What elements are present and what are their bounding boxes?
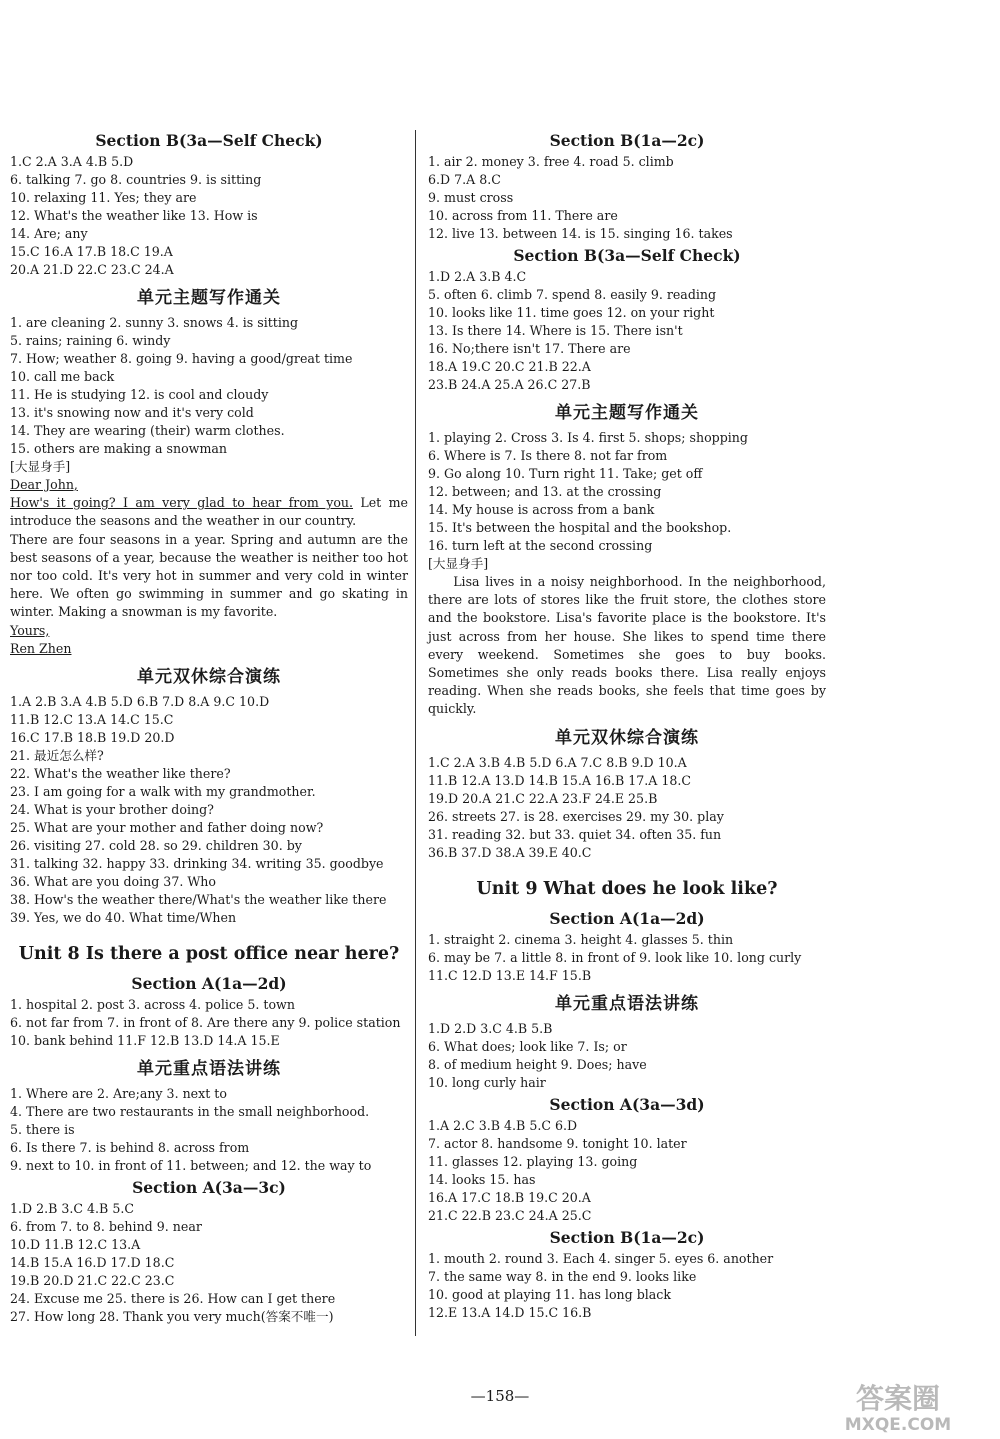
answer-line: 10. long curly hair	[428, 1074, 546, 1090]
letter-essay	[10, 476, 408, 658]
answer-section	[428, 1094, 826, 1225]
answer-section	[428, 400, 826, 573]
section-heading: Section A(3a—3d)	[549, 1094, 705, 1114]
answer-line: 13. Is there 14. Where is 15. There isn't	[428, 323, 683, 338]
answer-line: [大显身手]	[428, 556, 489, 571]
essay-body: Lisa lives in a noisy neighborhood. In the neighborhood, there are lots of stores like the fruit store, the clothes store and the bookstore. Lisa's favorite place is the bookstore. It's just across from her house. She likes to spend time there every weekend. Sometimes she goes to buy books. Sometimes she only reads books there. Lisa really enjoys reading. When she reads books, she feels that time goes by quickly.	[428, 574, 826, 717]
column-divider	[415, 130, 416, 1336]
section-heading: 单元双休综合演练	[137, 667, 281, 688]
answer-line: 10. looks like 11. time goes 12. on your right	[428, 305, 715, 320]
answer-line: 1.A 2.B 3.A 4.B 5.D 6.B 7.D 8.A 9.C 10.D	[10, 694, 270, 710]
answer-section	[428, 1227, 826, 1322]
answer-line: 21.C 22.B 23.C 24.A 25.C	[428, 1207, 592, 1223]
right-bottom-sections	[428, 725, 826, 1322]
left-column	[10, 128, 408, 1326]
answer-line: 24. What is your brother doing?	[10, 802, 214, 818]
page-number: —158—	[470, 1387, 530, 1405]
watermark-bottom-text: MXQE.COM	[844, 1415, 952, 1434]
answer-line: 31. reading 32. but 33. quiet 34. often 35. fun	[428, 826, 722, 842]
answer-line: 13. it's snowing now and it's very cold	[10, 405, 254, 420]
answer-line: 10.D 11.B 12.C 13.A	[10, 1237, 141, 1253]
answer-line: 9. next to 10. in front of 11. between; and 12. the way to	[10, 1158, 372, 1174]
letter-opening-rest: Let me introduce the seasons and the weather in our country.	[10, 495, 408, 529]
answer-line: 11.C 12.D 13.E 14.F 15.B	[428, 967, 592, 983]
answer-line: 16. turn left at the second crossing	[428, 538, 653, 553]
answer-line: 14. Are; any	[10, 226, 88, 241]
answer-line: 6. not far from 7. in front of 8. Are there any 9. police station	[10, 1015, 401, 1031]
answer-line: [大显身手]	[10, 459, 71, 474]
answer-section	[428, 991, 826, 1092]
answer-section	[10, 1177, 408, 1326]
answer-section	[10, 664, 408, 927]
answer-section	[10, 1056, 408, 1175]
right-top-sections	[428, 130, 826, 573]
section-heading: Section B(3a—Self Check)	[513, 246, 741, 265]
section-heading: 单元重点语法讲练	[555, 993, 699, 1014]
answer-line: 1. Where are 2. Are;any 3. next to	[10, 1086, 227, 1102]
answer-line: 14. They are wearing (their) warm clothes.	[10, 423, 285, 438]
answer-line: 24. Excuse me 25. there is 26. How can I get there	[10, 1291, 336, 1307]
answer-line: 16.A 17.C 18.B 19.C 20.A	[428, 1189, 591, 1205]
answer-line: 7. the same way 8. in the end 9. looks like	[428, 1268, 697, 1284]
answer-line: 16. No;there isn't 17. There are	[428, 341, 631, 356]
answer-line: 4. There are two restaurants in the small neighborhood.	[10, 1104, 370, 1120]
unit-title: Unit 8 Is there a post office near here?	[18, 944, 400, 965]
answer-line: 16.C 17.B 18.B 19.D 20.D	[10, 730, 175, 746]
section-heading: 单元双休综合演练	[555, 727, 699, 748]
answer-line: 12. between; and 13. at the crossing	[428, 484, 662, 499]
answer-line: 9. must cross	[428, 190, 514, 205]
answer-section	[428, 908, 826, 985]
answer-line: 6. Where is 7. Is there 8. not far from	[428, 448, 668, 463]
answer-line: 12. live 13. between 14. is 15. singing 16. takes	[428, 226, 733, 241]
answer-line: 6.D 7.A 8.C	[428, 172, 501, 187]
answer-section	[428, 130, 826, 243]
answer-section	[10, 130, 408, 279]
answer-line: 10. bank behind 11.F 12.B 13.D 14.A 15.E	[10, 1033, 280, 1049]
answer-line: 1.C 2.A 3.A 4.B 5.D	[10, 154, 134, 169]
answer-section	[10, 941, 408, 967]
answer-line: 14.B 15.A 16.D 17.D 18.C	[10, 1255, 175, 1271]
section-heading: 单元主题写作通关	[555, 403, 699, 423]
section-heading: Section A(1a—2d)	[131, 974, 287, 994]
answer-line: 1. air 2. money 3. free 4. road 5. climb	[428, 154, 674, 169]
letter-signature: Ren Zhen	[10, 640, 72, 656]
section-heading: Section B(1a—2c)	[549, 1227, 705, 1247]
answer-line: 20.A 21.D 22.C 23.C 24.A	[10, 262, 174, 277]
answer-line: 1.C 2.A 3.B 4.B 5.D 6.A 7.C 8.B 9.D 10.A	[428, 754, 687, 770]
answer-line: 14. My house is across from a bank	[428, 502, 655, 517]
answer-line: 6. may be 7. a little 8. in front of 9. look like 10. long curly	[428, 949, 802, 965]
answer-section	[10, 285, 408, 476]
answer-section	[428, 725, 826, 862]
answer-line: 5. rains; raining 6. windy	[10, 333, 171, 348]
answer-line: 15.C 16.A 17.B 18.C 19.A	[10, 244, 173, 259]
answer-line: 1. hospital 2. post 3. across 4. police 5. town	[10, 997, 295, 1013]
section-heading: Section B(3a—Self Check)	[95, 131, 323, 150]
answer-line: 12.E 13.A 14.D 15.C 16.B	[428, 1304, 592, 1320]
answer-line: 5. there is	[10, 1122, 75, 1138]
answer-section	[428, 876, 826, 902]
answer-line: 26. streets 27. is 28. exercises 29. my 30. play	[428, 808, 724, 824]
answer-line: 15. others are making a snowman	[10, 441, 228, 456]
answer-line: 31. talking 32. happy 33. drinking 34. writing 35. goodbye	[10, 856, 384, 872]
left-bottom-sections	[10, 664, 408, 1326]
answer-line: 10. good at playing 11. has long black	[428, 1286, 671, 1302]
answer-line: 11.B 12.C 13.A 14.C 15.C	[10, 712, 174, 728]
answer-line: 22. What's the weather like there?	[10, 766, 231, 782]
answer-line: 6. from 7. to 8. behind 9. near	[10, 1219, 202, 1235]
answer-line: 10. relaxing 11. Yes; they are	[10, 190, 197, 205]
answer-line: 1.D 2.B 3.C 4.B 5.C	[10, 1201, 134, 1217]
answer-line: 26. visiting 27. cold 28. so 29. children 30. by	[10, 838, 302, 854]
letter-body: There are four seasons in a year. Spring and autumn are the best seasons of a year, because the weather is neither too hot nor too cold. It's very hot in summer and very cold in winter here. We often go swimming in summer and go skating in winter. Making a snowman is my favorite.	[10, 531, 408, 620]
answer-line: 1. playing 2. Cross 3. Is 4. first 5. shops; shopping	[428, 430, 748, 445]
letter-underlined-text: How's it going? I am very glad to hear from you.	[10, 495, 354, 511]
answer-line: 21. 最近怎么样?	[10, 748, 104, 764]
answer-line: 1.D 2.A 3.B 4.C	[428, 269, 527, 284]
answer-line: 14. looks 15. has	[428, 1171, 536, 1187]
answer-line: 12. What's the weather like 13. How is	[10, 208, 258, 223]
answer-line: 7. actor 8. handsome 9. tonight 10. later	[428, 1135, 687, 1151]
section-heading: 单元重点语法讲练	[137, 1059, 281, 1080]
section-heading: Section B(1a—2c)	[549, 131, 705, 150]
answer-line: 1. are cleaning 2. sunny 3. snows 4. is sitting	[10, 315, 299, 330]
answer-line: 9. Go along 10. Turn right 11. Take; get off	[428, 466, 703, 481]
answer-line: 18.A 19.C 20.C 21.B 22.A	[428, 359, 591, 374]
answer-line: 36. What are you doing 37. Who	[10, 874, 216, 890]
right-column	[428, 128, 826, 1322]
answer-line: 1.A 2.C 3.B 4.B 5.C 6.D	[428, 1117, 578, 1133]
answer-line: 1. mouth 2. round 3. Each 4. singer 5. eyes 6. another	[428, 1250, 774, 1266]
answer-line: 19.D 20.A 21.C 22.A 23.F 24.E 25.B	[428, 790, 658, 806]
answer-line: 6. Is there 7. is behind 8. across from	[10, 1140, 250, 1156]
answer-line: 25. What are your mother and father doing now?	[10, 820, 324, 836]
section-heading: Section A(3a—3c)	[132, 1178, 286, 1198]
answer-line: 6. talking 7. go 8. countries 9. is sitting	[10, 172, 262, 187]
unit-title: Unit 9 What does he look like?	[476, 878, 778, 899]
answer-section	[428, 245, 826, 394]
answer-line: 23. I am going for a walk with my grandmother.	[10, 784, 316, 800]
answer-line: 19.B 20.D 21.C 22.C 23.C	[10, 1273, 175, 1289]
left-top-sections	[10, 130, 408, 476]
section-heading: 单元主题写作通关	[137, 288, 281, 308]
answer-line: 11. He is studying 12. is cool and cloudy	[10, 387, 269, 402]
answer-line: 10. call me back	[10, 369, 115, 384]
answer-line: 8. of medium height 9. Does; have	[428, 1056, 647, 1072]
watermark-logo	[808, 1378, 988, 1434]
answer-line: 23.B 24.A 25.A 26.C 27.B	[428, 377, 591, 392]
lisa-essay	[428, 573, 826, 719]
answer-line: 11. glasses 12. playing 13. going	[428, 1153, 638, 1169]
watermark-top-text: 答案圈	[855, 1382, 941, 1415]
answer-line: 6. What does; look like 7. Is; or	[428, 1038, 627, 1054]
answer-line: 39. Yes, we do 40. What time/When	[10, 910, 237, 926]
letter-greeting: Dear John,	[10, 477, 78, 492]
answer-line: 10. across from 11. There are	[428, 208, 618, 223]
answer-line: 15. It's between the hospital and the bookshop.	[428, 520, 732, 535]
letter-closing: Yours,	[10, 622, 50, 638]
answer-section	[10, 973, 408, 1050]
answer-line: 27. How long 28. Thank you very much(答案不唯一)	[10, 1309, 334, 1325]
answer-line: 1. straight 2. cinema 3. height 4. glasses 5. thin	[428, 931, 734, 947]
answer-line: 7. How; weather 8. going 9. having a good/great time	[10, 351, 353, 366]
answer-line: 36.B 37.D 38.A 39.E 40.C	[428, 844, 592, 860]
letter-opening	[10, 494, 408, 530]
answer-line: 11.B 12.A 13.D 14.B 15.A 16.B 17.A 18.C	[428, 772, 692, 788]
answer-line: 38. How's the weather there/What's the weather like there	[10, 892, 387, 908]
section-heading: Section A(1a—2d)	[549, 908, 705, 928]
answer-line: 1.D 2.D 3.C 4.B 5.B	[428, 1020, 553, 1036]
answer-line: 5. often 6. climb 7. spend 8. easily 9. reading	[428, 287, 717, 302]
